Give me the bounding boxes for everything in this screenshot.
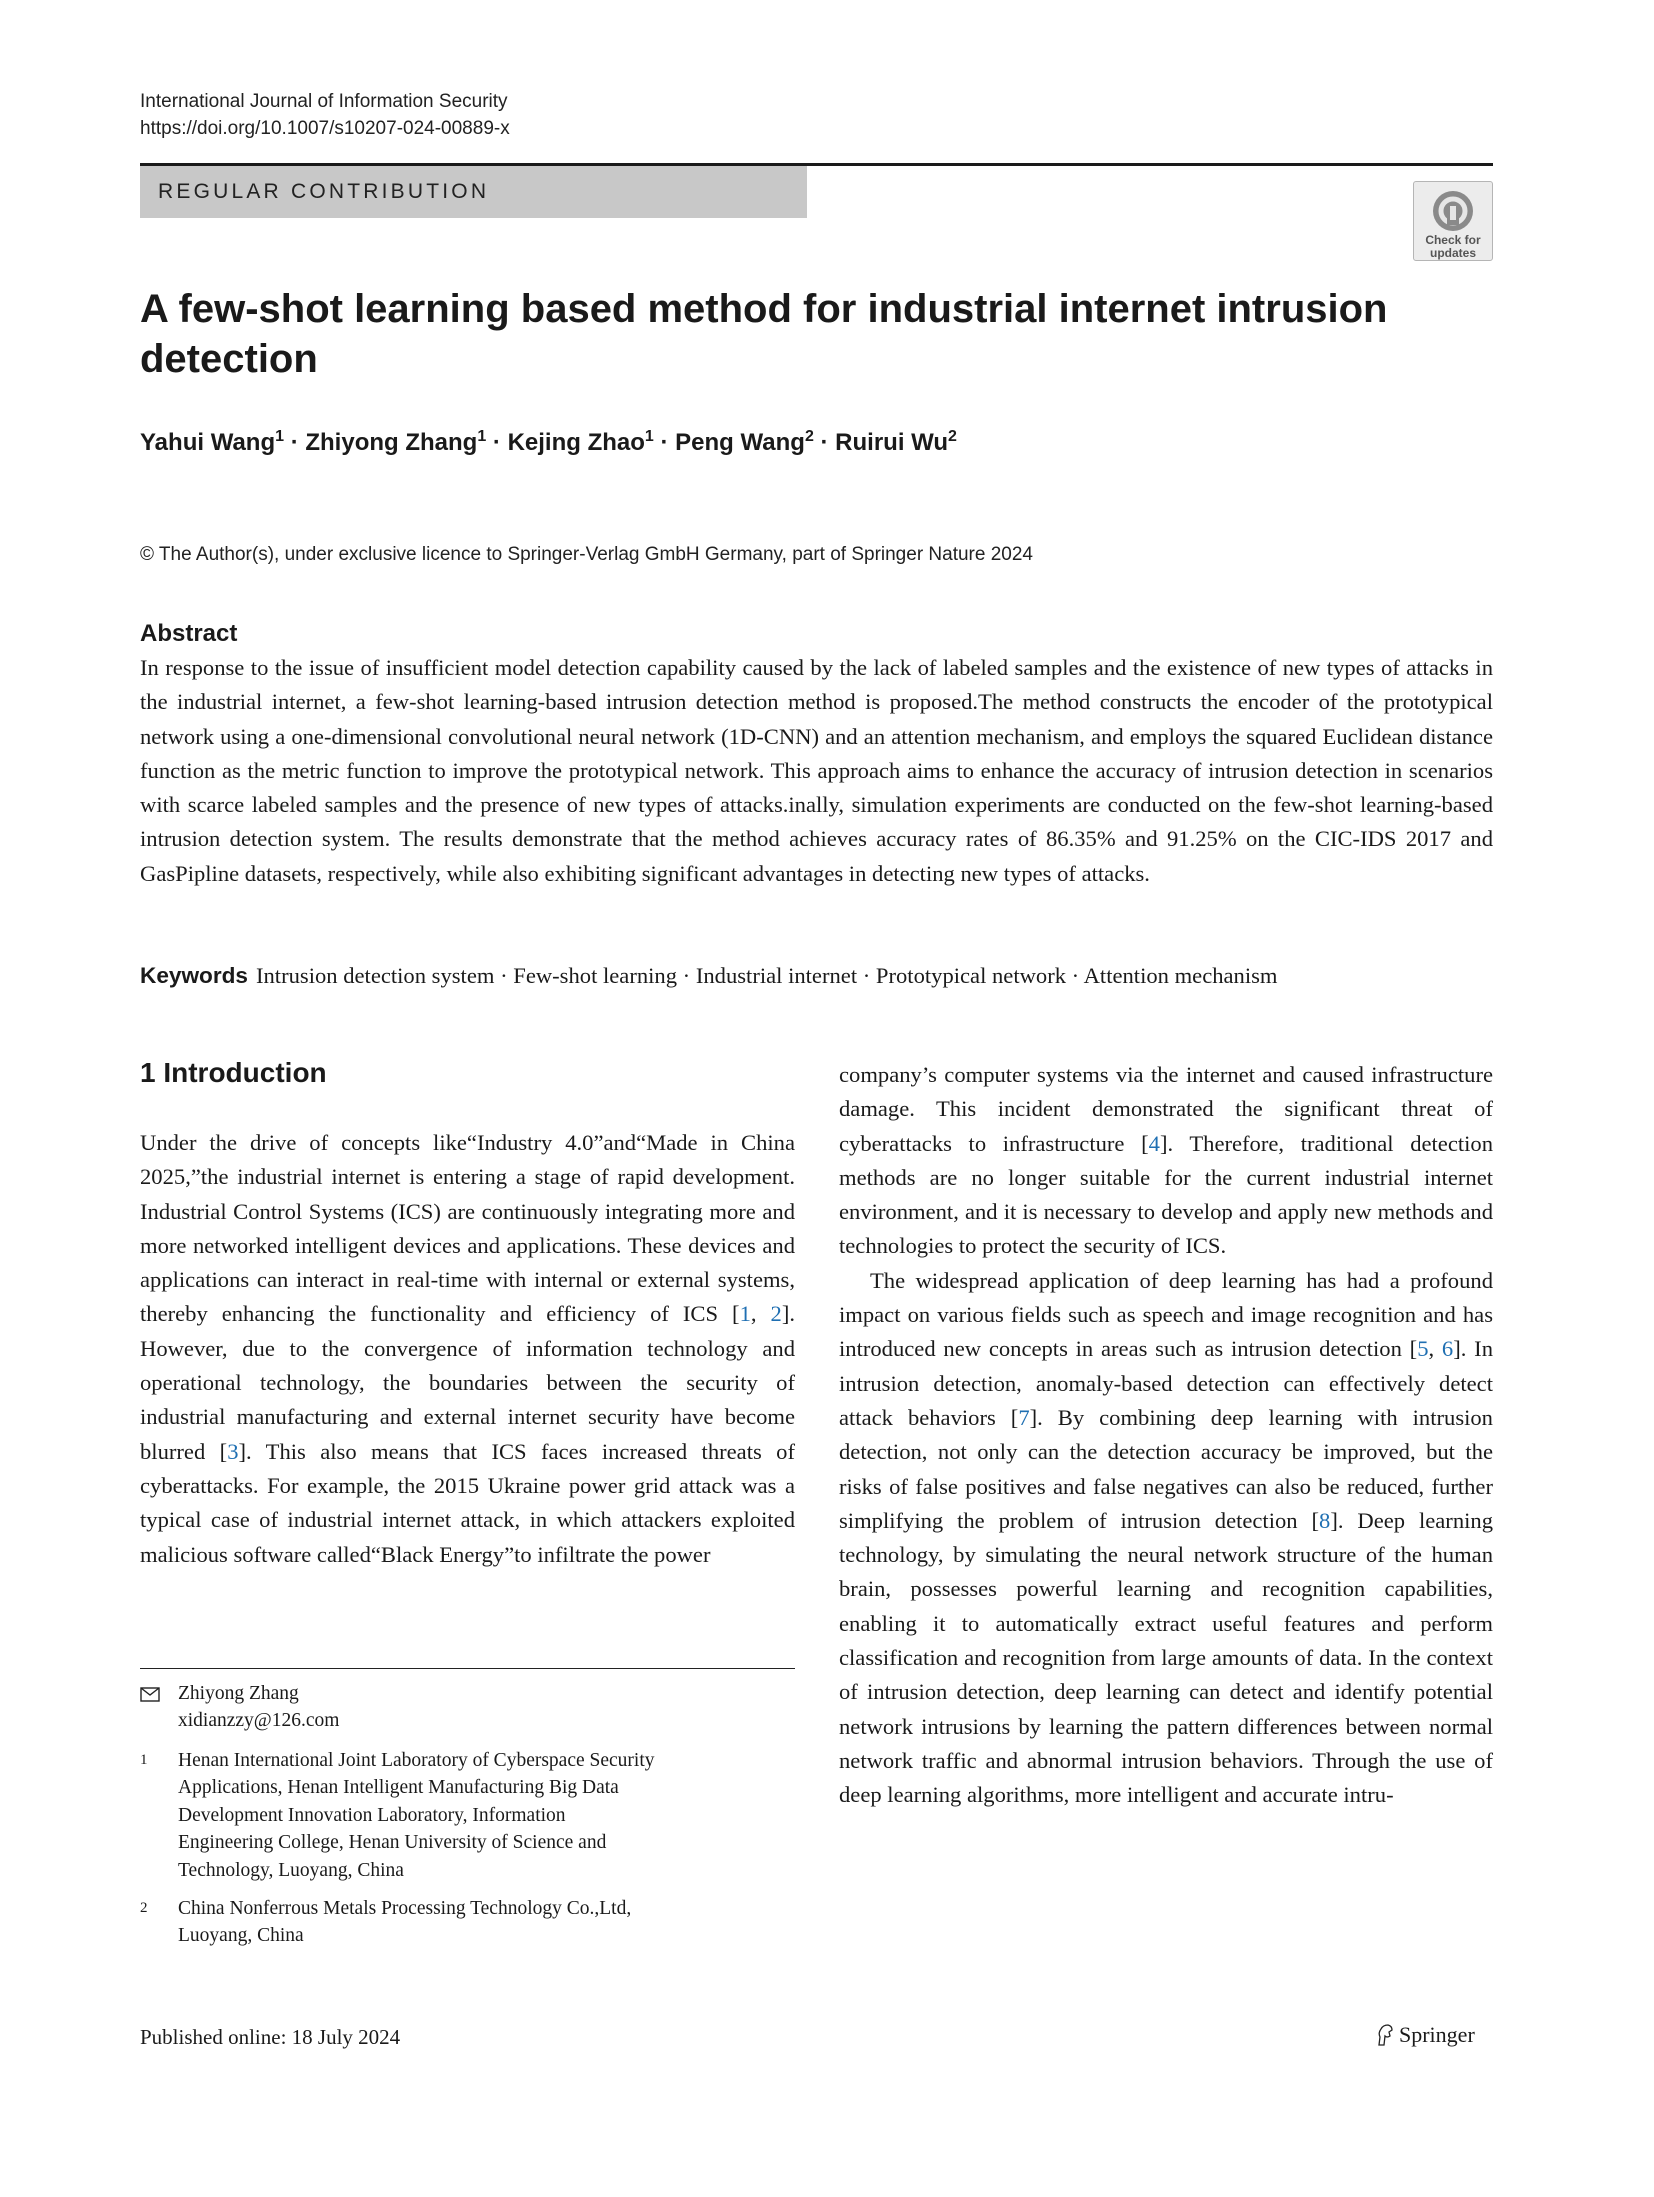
author-name[interactable]: Kejing Zhao <box>507 429 645 456</box>
journal-name: International Journal of Information Security <box>140 91 508 112</box>
author-name[interactable]: Yahui Wang <box>140 429 276 456</box>
author-name[interactable]: Peng Wang <box>675 429 805 456</box>
springer-horse-icon <box>1375 2023 1395 2047</box>
keywords-label: Keywords <box>140 963 248 988</box>
affiliation-line: Luoyang, China <box>178 1925 304 1947</box>
keywords-text: Intrusion detection system · Few-shot learning · Industrial internet · Prototypical network · Attention mechanism <box>255 963 1278 988</box>
journal-header <box>140 88 510 142</box>
article-type-bar: REGULAR CONTRIBUTION <box>140 166 807 218</box>
author-affiliation-marker: 2 <box>948 428 957 445</box>
affiliation-line: Development Innovation Laboratory, Information <box>178 1804 566 1826</box>
copyright-notice: © The Author(s), under exclusive licence to Springer-Verlag GmbH Germany, part of Springer Nature 2024 <box>140 544 1033 565</box>
check-updates-line2: updates <box>1429 246 1476 260</box>
intro-paragraph-1: Under the drive of concepts like“Industry 4.0”and“Made in China 2025,”the industrial internet is entering a stage of rapid development. Industrial Control Systems (ICS) are continuously integrating more and more networked intelligent devices and applications. These devices and applications can interact in real-time with internal or external systems, thereby enhancing the functionality and efficiency of ICS [1, 2]. However, due to the convergence of information technology and operational technology, the boundaries between the security of industrial manufacturing and external internet security have become blurred [3]. This also means that ICS faces increased threats of cyberattacks. For example, the 2015 Ukraine power grid attack was a typical case of industrial internet attack, in which attackers exploited malicious software called“Black Energy”to infiltrate the power <box>140 1130 796 1567</box>
author-affiliation-marker: 1 <box>644 428 654 445</box>
affiliation-1 <box>178 1747 655 1884</box>
corresponding-author <box>178 1680 339 1735</box>
affiliation-2-number: 2 <box>140 1900 148 1916</box>
title-line-2: detection <box>140 337 318 381</box>
publisher-name: Springer <box>1399 2022 1475 2047</box>
citation-link[interactable]: 4 <box>1148 1130 1160 1156</box>
affiliation-1-number: 1 <box>140 1752 148 1768</box>
check-updates-line1: Check for <box>1425 233 1481 247</box>
affiliation-line: Henan International Joint Laboratory of Cyberspace Security <box>178 1750 655 1771</box>
citation-link[interactable]: 3 <box>227 1438 239 1464</box>
affiliation-2 <box>178 1895 631 1950</box>
corresponding-name: Zhiyong Zhang <box>178 1683 299 1704</box>
check-for-updates-badge[interactable] <box>1413 181 1493 261</box>
abstract-heading: Abstract <box>140 620 238 647</box>
author-affiliation-marker: 1 <box>275 428 285 445</box>
author-affiliation-marker: 1 <box>477 428 487 445</box>
citation-link[interactable]: 6 <box>1441 1336 1454 1362</box>
citation-link[interactable]: 8 <box>1319 1507 1331 1533</box>
envelope-icon <box>140 1687 160 1702</box>
abstract-text: In response to the issue of insufficient model detection capability caused by the lack of labeled samples and the existence of new types of attacks in the industrial internet, a few-shot learning-based intrusion detection method is proposed.The method constructs the encoder of the prototypical network using a one-dimensional convolutional neural network (1D-CNN) and an attention mechanism, and employs the squared Euclidean distance function as the metric function to improve the prototypical network. This approach aims to enhance the accuracy of intrusion detection in scenarios with scarce labeled samples and the presence of new types of attacks.inally, simulation experiments are conducted on the few-shot learning-based intrusion detection system. The results demonstrate that the method achieves accuracy rates of 86.35% and 91.25% on the CIC-IDS 2017 and GasPipline datasets, respectively, while also exhibiting significant advantages in detecting new types of attacks. <box>140 655 1493 886</box>
publisher-logo <box>1375 2022 1475 2048</box>
author-name[interactable]: Ruirui Wu <box>835 429 949 456</box>
citation-link[interactable]: 2 <box>770 1301 782 1327</box>
intro-paragraph-2: The widespread application of deep learning has had a profound impact on various fields such as speech and image recognition and has introduced new concepts in areas such as intrusion detection [5, 6]. In intrusion detection, anomaly-based detection can effectively detect attack behaviors [7]. By combining deep learning with intrusion detection, not only can the detection accuracy be improved, but the risks of false positives and false negatives can also be reduced, further simplifying the problem of intrusion detection [8]. Deep learning technology, by simulating the neural network structure of the human brain, possesses powerful learning and recognition capabilities, enabling it to automatically extract useful features and perform classification and recognition from large amounts of data. In the context of intrusion detection, deep learning can detect and identify potential network intrusions by learning the pattern differences between normal network traffic and abnormal intrusion behaviors. Through the use of deep learning algorithms, more intelligent and accurate intru- <box>839 1267 1493 1808</box>
author-affiliation-marker: 2 <box>804 428 814 445</box>
author-name[interactable]: Zhiyong Zhang <box>305 429 478 456</box>
affiliation-line: Engineering College, Henan University of Science and <box>178 1832 607 1854</box>
article-title <box>140 284 1390 384</box>
citation-link[interactable]: 7 <box>1018 1404 1030 1430</box>
affiliation-line: Applications, Henan Intelligent Manufacturing Big Data <box>178 1777 619 1799</box>
author-list: Yahui Wang$^1$ · Zhiyong Zhang$^1$ · Kejing Zhao$^1$ · Peng Wang$^2$ · Ruirui Wu$^2$ <box>140 428 957 456</box>
citation-link[interactable]: 1 <box>739 1301 751 1327</box>
published-date: Published online: 18 July 2024 <box>140 2025 401 2049</box>
title-line-1: A few-shot learning based method for industrial internet intrusion <box>140 287 1388 331</box>
doi-link[interactable]: https://doi.org/10.1007/s10207-024-00889-x <box>140 118 510 139</box>
section-heading-introduction: 1 Introduction <box>140 1057 327 1088</box>
footnote-rule <box>140 1668 795 1669</box>
intro-paragraph-1-continued: company’s computer systems via the internet and caused infrastructure damage. This incident demonstrated the significant threat of cyberattacks to infrastructure [4]. Therefore, traditional detection methods are no longer suitable for the current industrial internet environment, and it is necessary to develop and apply new methods and technologies to protect the security of ICS. <box>839 1062 1493 1259</box>
affiliation-line: Technology, Luoyang, China <box>178 1859 404 1881</box>
affiliation-line: China Nonferrous Metals Processing Technology Co.,Ltd, <box>178 1898 632 1919</box>
right-column <box>839 1058 1493 1813</box>
citation-link[interactable]: 5 <box>1417 1336 1429 1362</box>
check-updates-icon <box>1431 189 1475 233</box>
left-column <box>140 1126 795 1572</box>
keywords-line <box>140 959 1493 993</box>
corresponding-email[interactable]: xidianzzy@126.com <box>178 1710 340 1732</box>
